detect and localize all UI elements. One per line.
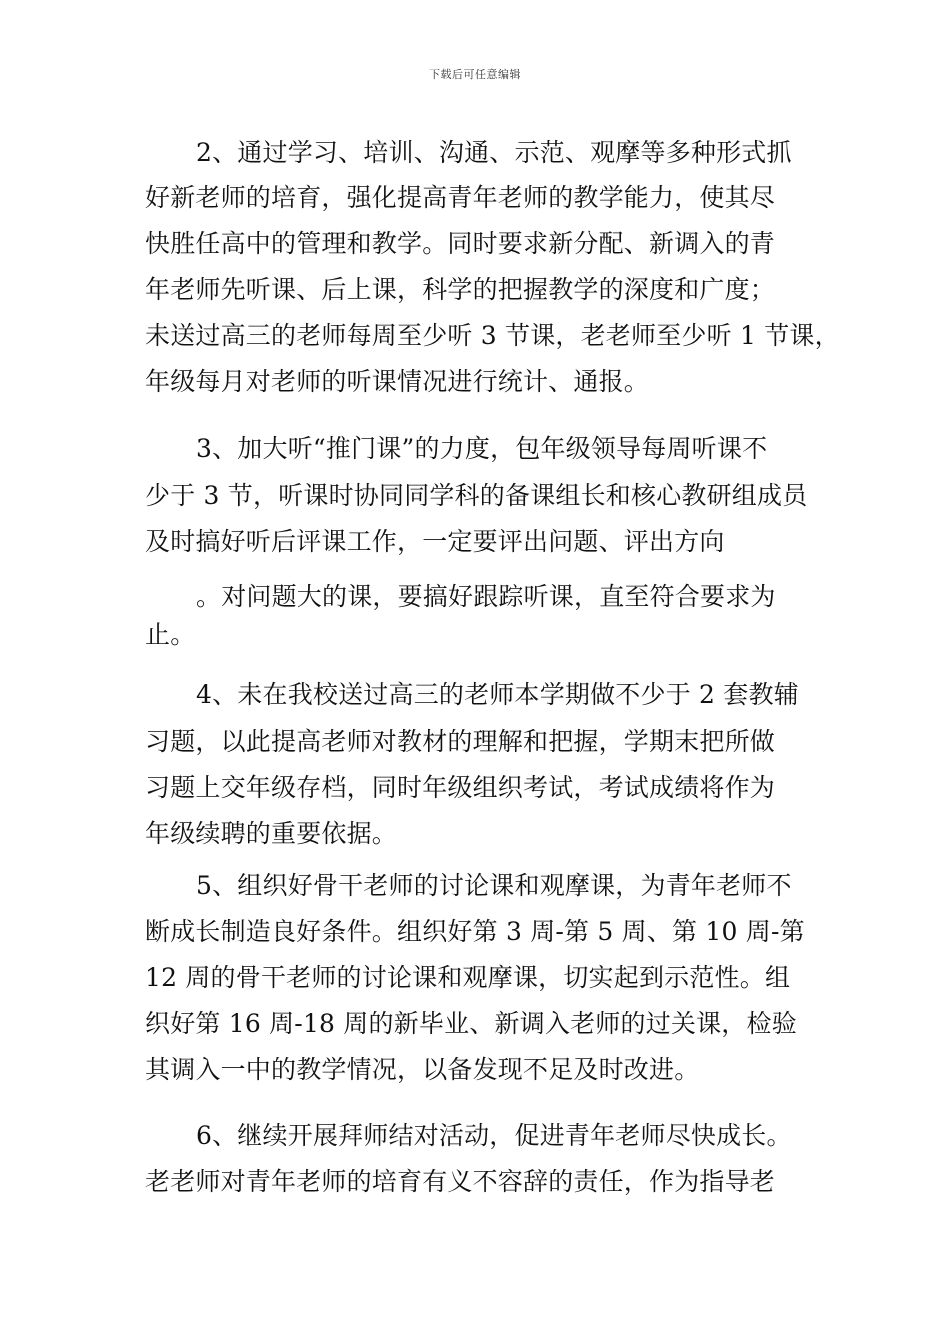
body-line: 好新老师的培育，强化提高青年老师的教学能力，使其尽 (145, 183, 776, 212)
body-line: 未送过高三的老师每周至少听 3 节课，老老师至少听 1 节课， (145, 321, 840, 350)
body-line: 年老师先听课、后上课，科学的把握教学的深度和广度； (145, 275, 776, 304)
body-line: 习题上交年级存档，同时年级组织考试，考试成绩将作为 (145, 773, 776, 802)
body-line: 老老师对青年老师的培育有义不容辞的责任，作为指导老 (145, 1167, 776, 1196)
body-line: 年级每月对老师的听课情况进行统计、通报。 (145, 367, 650, 396)
body-line: 。对问题大的课，要搞好跟踪听课，直至符合要求为 (196, 582, 776, 611)
body-line: 2、通过学习、培训、沟通、示范、观摩等多种形式抓 (196, 138, 792, 167)
body-line: 少于 3 节，听课时协同同学科的备课组长和核心教研组成员 (145, 481, 808, 510)
body-line: 5、组织好骨干老师的讨论课和观摩课，为青年老师不 (196, 871, 792, 900)
body-line: 织好第 16 周-18 周的新毕业、新调入老师的过关课，检验 (145, 1009, 797, 1038)
body-line: 快胜任高中的管理和教学。同时要求新分配、新调入的青 (145, 229, 776, 258)
body-line: 4、未在我校送过高三的老师本学期做不少于 2 套教辅 (196, 680, 799, 709)
body-line: 习题，以此提高老师对教材的理解和把握，学期末把所做 (145, 727, 776, 756)
body-line: 3、加大听“推门课”的力度，包年级领导每周听课不 (196, 434, 768, 463)
body-line: 及时搞好听后评课工作，一定要评出问题、评出方向 (145, 527, 725, 556)
body-line: 12 周的骨干老师的讨论课和观摩课，切实起到示范性。组 (145, 963, 791, 992)
body-line: 断成长制造良好条件。组织好第 3 周-第 5 周、第 10 周-第 (145, 917, 805, 946)
header-note: 下载后可任意编辑 (429, 68, 521, 81)
body-line: 止。 (145, 620, 196, 649)
body-line: 年级续聘的重要依据。 (145, 819, 398, 848)
body-line: 其调入一中的教学情况，以备发现不足及时改进。 (145, 1055, 700, 1084)
body-line: 6、继续开展拜师结对活动，促进青年老师尽快成长。 (196, 1121, 792, 1150)
